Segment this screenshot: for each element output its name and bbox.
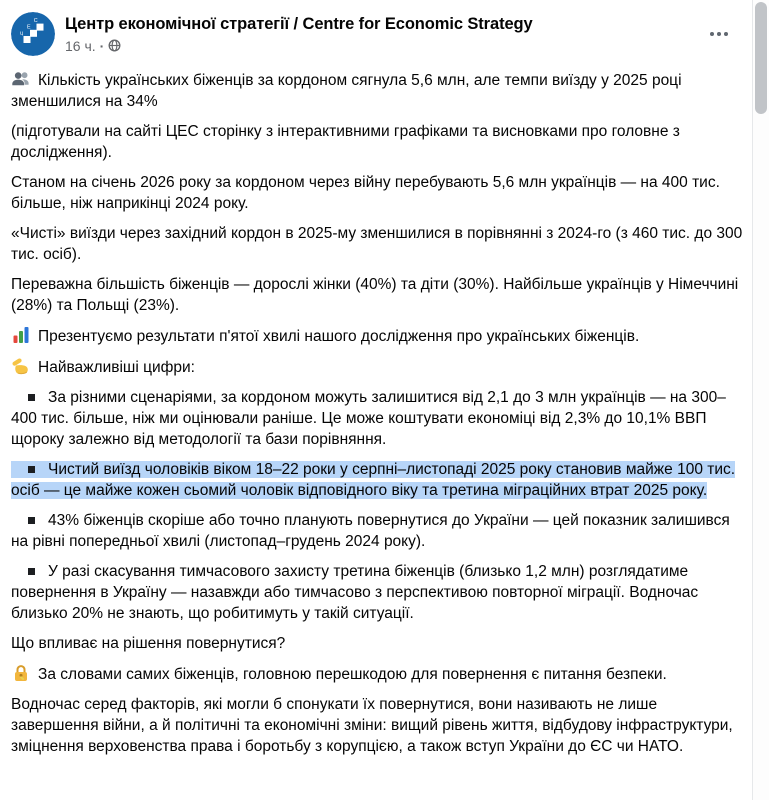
paragraph-text: 43% біженців скоріше або точно планують повернутися до України — цей показник залишився на рівні попередньої хвилі (листопад–грудень 2024 року). xyxy=(11,512,730,550)
pointing-hand-icon xyxy=(11,356,31,376)
post-options-button[interactable] xyxy=(703,22,735,46)
post-paragraph xyxy=(11,663,743,685)
paragraph-text: У разі скасування тимчасового захисту третина біженців (близько 1,2 млн) розглядатиме повернення в Україну — назавжди або тимчасово з перспективою повторної міграції. Водночас близько 20% не знають, що робитимуть у такій ситуації. xyxy=(11,563,699,622)
paragraph-text: (підготували на сайті ЦЕС сторінку з інтерактивними графіками та висновками про головне з дослідження). xyxy=(11,123,680,161)
busts-icon xyxy=(11,69,31,89)
paragraph-run xyxy=(11,359,195,376)
paragraph-run xyxy=(11,174,720,212)
svg-text:ц: ц xyxy=(20,30,24,37)
paragraph-text: Переважна більшість біженців — дорослі жінки (40%) та діти (30%). Найбільше українців у Німеччині (28%) та Польщі (23%). xyxy=(11,276,739,314)
page-name[interactable]: Центр економічної стратегії / Centre for Economic Strategy xyxy=(65,15,533,33)
avatar[interactable] xyxy=(11,12,55,56)
post-paragraph xyxy=(11,561,743,624)
paragraph-text: Найважливіші цифри: xyxy=(38,359,195,376)
bullet-icon xyxy=(28,568,35,575)
paragraph-run xyxy=(11,389,726,448)
bullet-icon xyxy=(28,394,35,401)
post-paragraph xyxy=(11,633,743,654)
post-header xyxy=(11,12,743,56)
bar-chart-icon xyxy=(11,325,31,345)
selected-text xyxy=(11,461,735,499)
post-header-text xyxy=(65,12,533,54)
paragraph-run xyxy=(11,123,680,161)
paragraph-run xyxy=(11,696,733,755)
ces-logo-icon xyxy=(11,12,55,56)
paragraph-text: Кількість українських біженців за кордоном сягнула 5,6 млн, але темпи виїзду у 2025 році зменшилися на 34% xyxy=(11,72,682,110)
paragraph-run xyxy=(11,72,682,110)
paragraph-text: За словами самих біженців, головною перешкодою для повернення є питання безпеки. xyxy=(38,666,667,683)
paragraph-text: Чистий виїзд чоловіків віком 18–22 роки у серпні–листопаді 2025 року становив майже 100 тис. осіб — це майже кожен сьомий чоловік відповідного віку та третина міграційних втрат 2025 року. xyxy=(11,461,736,499)
post-paragraph xyxy=(11,387,743,450)
paragraph-run xyxy=(11,328,639,345)
paragraph-text: За різними сценаріями, за кордоном можуть залишитися від 2,1 до 3 млн українців — на 300–400 тис. більше, ніж ми оцінювали раніше. Це може коштувати економіці від 2,3% до 10,1% ВВП щороку залежно від методології та бази порівняння. xyxy=(11,389,726,448)
post-meta xyxy=(65,38,533,54)
bullet-icon xyxy=(28,517,35,524)
paragraph-text: «Чисті» виїзди через західний кордон в 2025-му зменшилися в порівнянні з 2024-го (з 460 тис. до 300 тис. осіб). xyxy=(11,225,743,263)
post-body xyxy=(11,69,743,757)
post-paragraph xyxy=(11,274,743,316)
lock-icon xyxy=(11,663,31,683)
post-paragraph xyxy=(11,459,743,501)
paragraph-run xyxy=(11,563,698,622)
paragraph-text: Презентуємо результати п'ятої хвилі нашого дослідження про українських біженців. xyxy=(38,328,640,345)
paragraph-text: Станом на січень 2026 року за кордоном через війну перебувають 5,6 млн українців — на 400 тис. більше, ніж наприкінці 2024 року. xyxy=(11,174,720,212)
post-paragraph xyxy=(11,356,743,378)
paragraph-run xyxy=(11,276,738,314)
scrollbar-track[interactable] xyxy=(752,0,769,800)
paragraph-run xyxy=(11,666,667,683)
post-paragraph xyxy=(11,694,743,757)
post-paragraph xyxy=(11,121,743,163)
post-paragraph xyxy=(11,510,743,552)
bullet-icon xyxy=(28,466,35,473)
paragraph-text: Водночас серед факторів, які могли б спонукати їх повернутися, вони називають не лише завершення війни, а й політичні та економічні зміни: вищий рівень життя, відбудову інфраструктури, зміцнення верховенства права і боротьбу з корупцією, а також вступ України до ЄС чи НАТО. xyxy=(11,696,733,755)
post-paragraph xyxy=(11,325,743,347)
post-paragraph xyxy=(11,69,743,112)
meta-separator: · xyxy=(99,37,105,54)
post-paragraph xyxy=(11,172,743,214)
svg-text:С: С xyxy=(33,18,38,25)
ellipsis-icon xyxy=(708,23,730,45)
scrollbar-thumb[interactable] xyxy=(755,2,767,114)
svg-text:Е: Е xyxy=(27,24,31,31)
post-paragraph xyxy=(11,223,743,265)
paragraph-run xyxy=(11,225,742,263)
paragraph-text: Що впливає на рішення повернутися? xyxy=(11,635,286,652)
timestamp[interactable]: 16 ч. xyxy=(65,37,96,54)
paragraph-run xyxy=(11,512,730,550)
globe-icon xyxy=(108,39,121,52)
paragraph-run xyxy=(11,635,285,652)
